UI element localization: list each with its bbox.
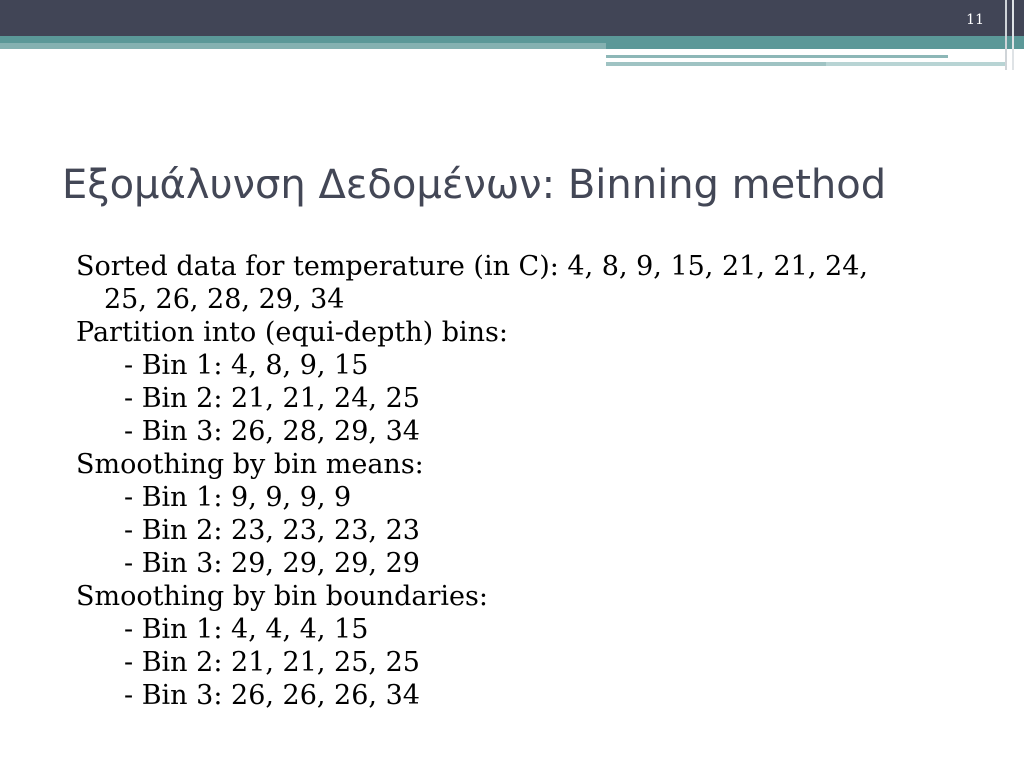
boundaries-bin: - Bin 2: 21, 21, 25, 25 bbox=[124, 647, 420, 678]
header-band-gap bbox=[606, 49, 1006, 69]
partition-bin: - Bin 2: 21, 21, 24, 25 bbox=[124, 383, 420, 414]
header-vertical-line bbox=[1005, 0, 1007, 70]
sorted-data-line-continued: 25, 26, 28, 29, 34 bbox=[104, 284, 345, 315]
header-vertical-line bbox=[1012, 0, 1014, 70]
slide-title: Εξομάλυνση Δεδομένων: Binning method bbox=[62, 162, 887, 208]
boundaries-bin: - Bin 1: 4, 4, 4, 15 bbox=[124, 614, 369, 645]
means-heading: Smoothing by bin means: bbox=[76, 449, 424, 480]
sorted-data-line: Sorted data for temperature (in C): 4, 8, 9, 15, 21, 21, 24, bbox=[76, 251, 868, 282]
means-bin: - Bin 1: 9, 9, 9, 9 bbox=[124, 482, 352, 513]
boundaries-heading: Smoothing by bin boundaries: bbox=[76, 581, 488, 612]
header-accent-line bbox=[826, 62, 1006, 66]
means-bin: - Bin 2: 23, 23, 23, 23 bbox=[124, 515, 420, 546]
partition-bin: - Bin 3: 26, 28, 29, 34 bbox=[124, 416, 420, 447]
partition-bin: - Bin 1: 4, 8, 9, 15 bbox=[124, 350, 369, 381]
means-bin: - Bin 3: 29, 29, 29, 29 bbox=[124, 548, 420, 579]
header-band-teal-light bbox=[0, 43, 606, 49]
header-accent-line bbox=[606, 55, 948, 58]
partition-heading: Partition into (equi-depth) bins: bbox=[76, 317, 508, 348]
header-band-dark bbox=[0, 0, 1024, 36]
header-accent-line bbox=[606, 62, 826, 66]
boundaries-bin: - Bin 3: 26, 26, 26, 34 bbox=[124, 680, 420, 711]
slide-number: 11 bbox=[966, 12, 984, 28]
slide-body bbox=[76, 250, 976, 712]
